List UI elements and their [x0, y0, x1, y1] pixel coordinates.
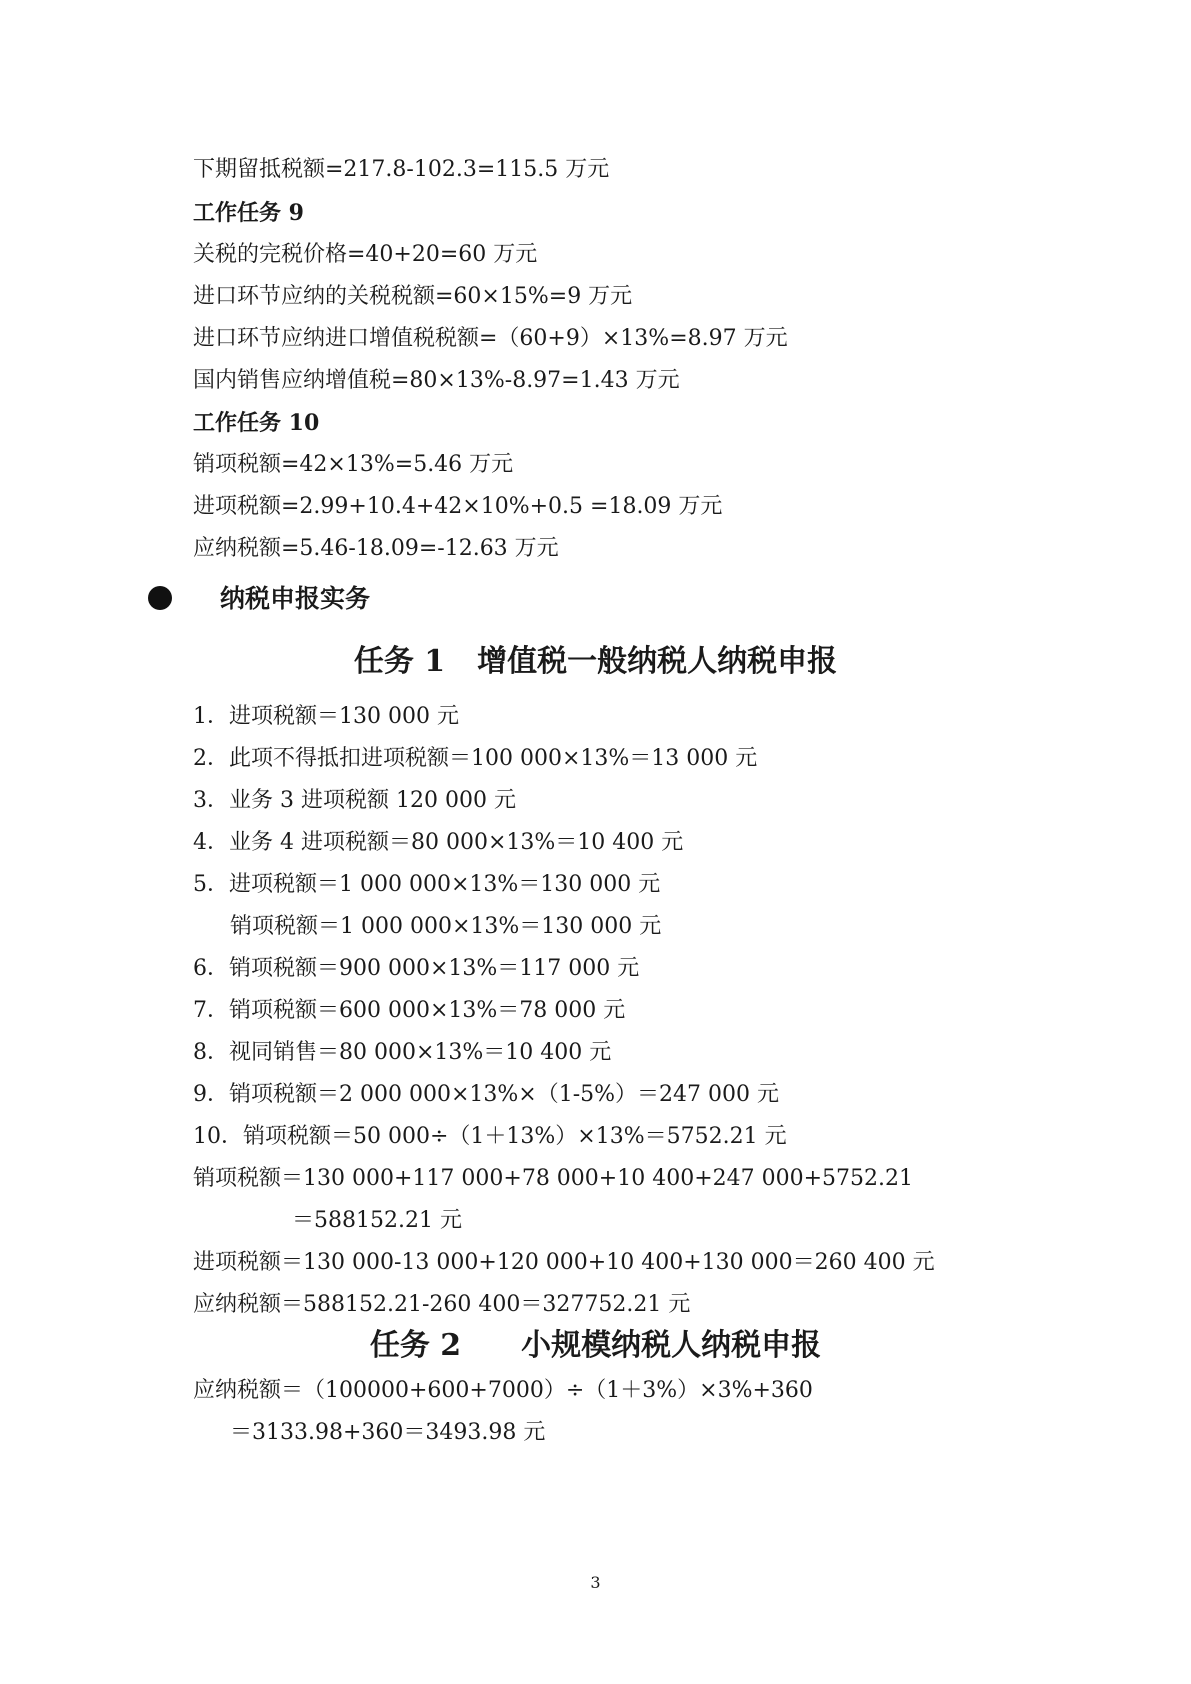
task-1-title [0, 642, 1191, 682]
task-2-title [0, 1326, 1191, 1366]
text-line: 国内销售应纳增值税=80×13%-8.97=1.43 万元 [193, 368, 680, 393]
sum-input-line: 进项税额＝130 000-13 000+120 000+10 400+130 000＝260 400 元 [193, 1250, 935, 1275]
section-title: 纳税申报实务 [220, 584, 371, 613]
list-item: 4．业务 4 进项税额＝80 000×13%＝10 400 元 [193, 830, 684, 855]
list-item: 9．销项税额＝2 000 000×13%×（1-5%）＝247 000 元 [193, 1082, 780, 1107]
task-2-heading: 小规模纳税人纳税申报 [521, 1328, 822, 1363]
bullet-icon [148, 586, 172, 610]
subheading-task-9: 工作任务 9 [193, 200, 304, 226]
subheading-task-10: 工作任务 10 [193, 410, 320, 436]
text-line: 关税的完税价格=40+20=60 万元 [193, 242, 538, 267]
section-heading [148, 582, 370, 616]
text-line: 进口环节应纳的关税税额=60×15%=9 万元 [193, 284, 633, 309]
list-item: 销项税额＝1 000 000×13%＝130 000 元 [230, 914, 662, 939]
task-2-label: 任务 2 [369, 1328, 462, 1363]
payable-line: 应纳税额＝588152.21-260 400＝327752.21 元 [193, 1292, 691, 1317]
list-item: 6．销项税额＝900 000×13%＝117 000 元 [193, 956, 640, 981]
text-line: 销项税额=42×13%=5.46 万元 [193, 452, 514, 477]
task-1-heading: 增值税一般纳税人纳税申报 [477, 644, 838, 679]
task-2-result: ＝3133.98+360＝3493.98 元 [230, 1420, 546, 1445]
list-item: 7．销项税额＝600 000×13%＝78 000 元 [193, 998, 626, 1023]
list-item: 8．视同销售＝80 000×13%＝10 400 元 [193, 1040, 612, 1065]
text-line: 进口环节应纳进口增值税税额=（60+9）×13%=8.97 万元 [193, 326, 788, 351]
page-number: 3 [590, 1573, 601, 1592]
task-1-label: 任务 1 [353, 644, 446, 679]
text-line: 应纳税额=5.46-18.09=-12.63 万元 [193, 536, 559, 561]
sum-output-result: ＝588152.21 元 [292, 1208, 462, 1233]
list-item: 3．业务 3 进项税额 120 000 元 [193, 788, 516, 813]
sum-output-line: 销项税额＝130 000+117 000+78 000+10 400+247 000+5752.21 [193, 1166, 914, 1191]
list-item: 5．进项税额＝1 000 000×13%＝130 000 元 [193, 872, 661, 897]
list-item: 1．进项税额＝130 000 元 [193, 704, 459, 729]
text-line: 进项税额=2.99+10.4+42×10%+0.5 =18.09 万元 [193, 494, 723, 519]
list-item: 2．此项不得抵扣进项税额＝100 000×13%＝13 000 元 [193, 746, 758, 771]
text-line: 下期留抵税额=217.8-102.3=115.5 万元 [193, 157, 610, 182]
list-item: 10．销项税额＝50 000÷（1＋13%）×13%＝5752.21 元 [193, 1124, 787, 1149]
task-2-formula: 应纳税额＝（100000+600+7000）÷（1＋3%）×3%+360 [193, 1378, 813, 1403]
